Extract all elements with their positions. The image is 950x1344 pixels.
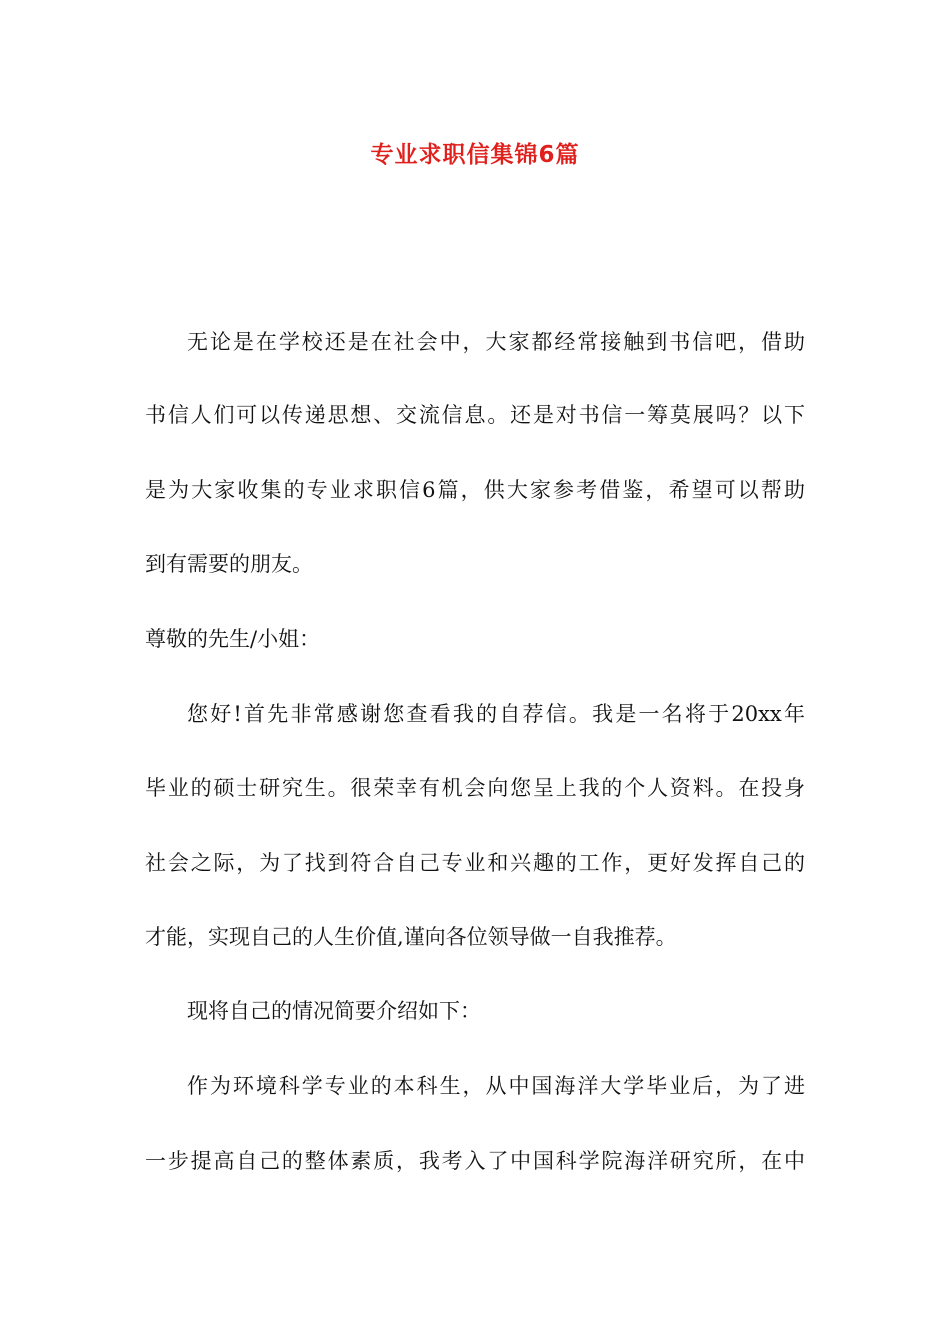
body-line: 一步提高自己的整体素质，我考入了中国科学院海洋研究所，在中	[145, 1149, 805, 1173]
salutation: 尊敬的先生/小姐：	[145, 627, 321, 651]
body-line: 您好!首先非常感谢您查看我的自荐信。我是一名将于20xx年	[187, 702, 805, 726]
document-title: 专业求职信集锦6篇	[370, 142, 580, 168]
body-line: 是为大家收集的专业求职信6篇，供大家参考借鉴，希望可以帮助	[145, 478, 805, 502]
body-line: 毕业的硕士研究生。很荣幸有机会向您呈上我的个人资料。在投身	[145, 776, 805, 800]
body-line: 到有需要的朋友。	[145, 552, 313, 576]
body-line: 社会之际，为了找到符合自己专业和兴趣的工作，更好发挥自己的	[145, 851, 805, 875]
body-line: 现将自己的情况简要介绍如下：	[187, 999, 481, 1023]
body-line: 才能，实现自己的人生价值,谨向各位领导做一自我推荐。	[145, 925, 677, 949]
body-line: 作为环境科学专业的本科生，从中国海洋大学毕业后，为了进	[187, 1074, 805, 1098]
body-line: 书信人们可以传递思想、交流信息。还是对书信一筹莫展吗？以下	[145, 403, 805, 427]
body-line: 无论是在学校还是在社会中，大家都经常接触到书信吧，借助	[187, 330, 805, 354]
